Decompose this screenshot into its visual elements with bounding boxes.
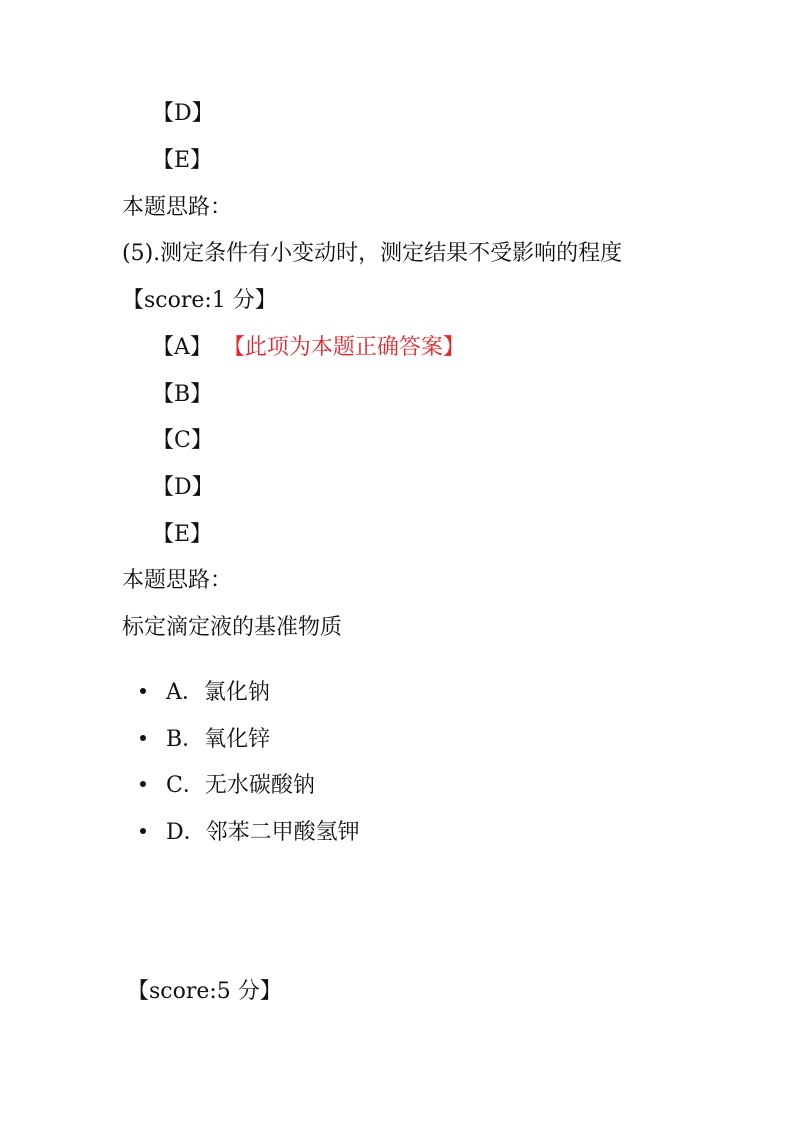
option-d-prev[interactable]: 【D】	[152, 101, 214, 126]
bullet-icon	[140, 828, 146, 834]
explanation-label-prev: 本题思路：	[122, 195, 233, 220]
question-6-stem: 标定滴定液的基准物质	[122, 615, 343, 640]
bullet-icon	[140, 735, 146, 741]
option-b[interactable]: 【B】	[152, 382, 213, 407]
choice-c-text: C．无水碳酸钠	[166, 773, 315, 798]
choice-c[interactable]	[140, 772, 315, 800]
question-6-score: 【score:5 分】	[127, 979, 282, 1004]
choice-b-text: B．氧化锌	[166, 727, 271, 752]
choice-a-text: A．氯化钠	[166, 680, 270, 705]
option-e[interactable]: 【E】	[152, 522, 213, 547]
choice-d-text: D．邻苯二甲酸氢钾	[166, 820, 360, 845]
correct-answer-tag: 【此项为本题正确答案】	[233, 335, 465, 360]
choice-d[interactable]	[140, 819, 360, 847]
choice-b[interactable]	[140, 726, 270, 754]
option-e-prev[interactable]: 【E】	[152, 148, 213, 173]
option-a[interactable]	[152, 334, 465, 362]
bullet-icon	[140, 688, 146, 694]
question-5-stem: (5).测定条件有小变动时，测定结果不受影响的程度	[122, 241, 623, 266]
choice-a[interactable]	[140, 679, 270, 707]
option-d[interactable]: 【D】	[152, 475, 214, 500]
question-5-score: 【score:1 分】	[122, 288, 277, 313]
option-a-label: 【A】	[152, 335, 212, 360]
explanation-label: 本题思路：	[122, 568, 233, 593]
option-c[interactable]: 【C】	[152, 428, 213, 453]
bullet-icon	[140, 781, 146, 787]
